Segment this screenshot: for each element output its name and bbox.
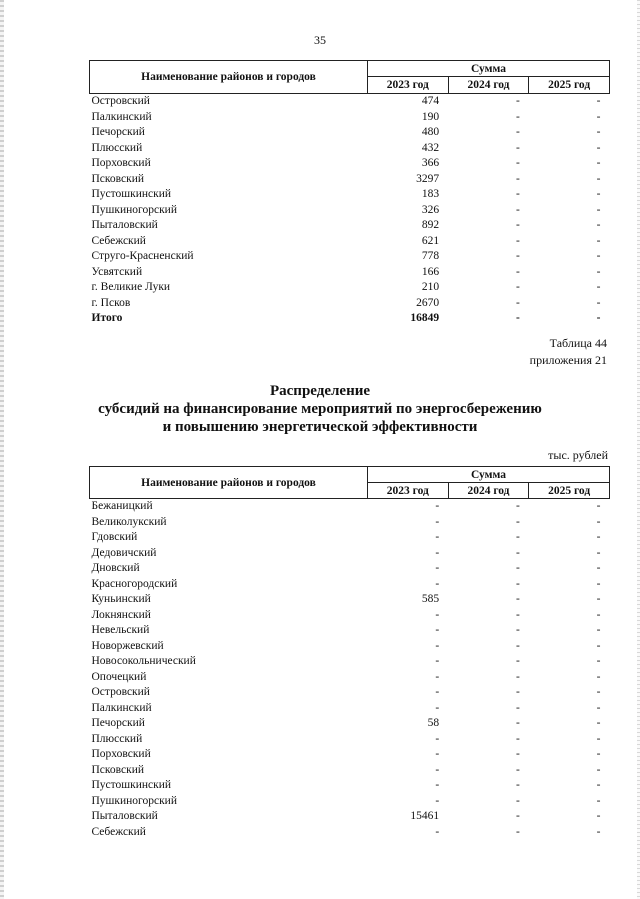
district-name: Великолукский: [91, 515, 167, 528]
value-2023: -: [435, 639, 440, 652]
value-2025: -: [596, 717, 601, 729]
value-2023: -: [435, 608, 440, 621]
table-row: [90, 685, 610, 701]
value-2025: -: [596, 219, 601, 231]
value-2023: -: [435, 763, 440, 776]
district-name: Плюсский: [91, 732, 143, 745]
total-label: Итого: [91, 312, 123, 324]
value-2023: -: [435, 732, 440, 745]
value-2025: -: [596, 686, 601, 698]
header-name-column: Наименование районов и городов: [90, 467, 368, 499]
value-2024: -: [515, 515, 520, 528]
value-2025: -: [596, 608, 601, 621]
value-2023: 474: [421, 95, 440, 107]
value-2023: -: [435, 500, 440, 512]
value-2023: 58: [427, 717, 440, 729]
value-2023: 621: [421, 234, 440, 247]
value-2025: -: [596, 763, 601, 776]
header-sum: Сумма: [368, 61, 610, 77]
value-2025: -: [596, 624, 601, 636]
budget-table-bottom: [89, 466, 610, 840]
value-2024: -: [515, 203, 520, 216]
value-2024: -: [515, 250, 520, 262]
header-year-2023: 2023 год: [368, 77, 449, 94]
value-2024: -: [515, 608, 520, 621]
table-row: [90, 187, 610, 203]
table-row: [90, 530, 610, 546]
table-row: [90, 623, 610, 639]
table-row: [90, 94, 610, 110]
value-2025: -: [596, 203, 601, 216]
header-year-2023: 2023 год: [368, 483, 449, 499]
district-name: Печорский: [91, 717, 145, 729]
value-2024: -: [515, 234, 520, 247]
value-2023: -: [435, 577, 440, 590]
value-2025: -: [596, 810, 601, 822]
district-name: Палкинский: [91, 110, 152, 123]
value-2025: -: [596, 748, 601, 760]
value-2025: -: [596, 141, 601, 154]
table-row: [90, 732, 610, 748]
value-2023: -: [435, 670, 440, 683]
district-name: Пустошкинский: [91, 188, 172, 200]
value-2025: -: [596, 779, 601, 791]
value-2025: -: [596, 500, 601, 512]
value-2024: -: [515, 763, 520, 776]
table-row: [90, 825, 610, 841]
total-row: [90, 311, 610, 327]
value-2024: -: [515, 810, 520, 822]
table-row: [90, 809, 610, 825]
value-2025: -: [596, 157, 601, 169]
table-row: [90, 515, 610, 531]
district-name: Плюсский: [91, 141, 143, 154]
district-name: Псковский: [91, 172, 145, 185]
value-2025: -: [596, 126, 601, 138]
value-2023: -: [435, 546, 440, 559]
district-name: Пушкиногорский: [91, 203, 177, 216]
value-2024: -: [515, 546, 520, 559]
table-body: [90, 499, 610, 841]
district-name: Гдовский: [91, 531, 138, 543]
table-row: [90, 203, 610, 219]
table-row: [90, 794, 610, 810]
page-number: 35: [314, 33, 326, 47]
value-2024: -: [515, 95, 520, 107]
district-name: Печорский: [91, 126, 145, 138]
district-name: Опочецкий: [91, 670, 147, 683]
value-2024: -: [515, 500, 520, 512]
section-subtitle-line2: и повышению энергетической эффективности: [162, 419, 478, 435]
value-2024: -: [515, 686, 520, 698]
value-2023: 366: [421, 157, 440, 169]
value-2024: -: [515, 577, 520, 590]
table-row: [90, 778, 610, 794]
value-2024: -: [515, 794, 520, 807]
value-2023: 15461: [410, 810, 440, 822]
value-2023: 778: [421, 250, 440, 262]
value-2024: -: [515, 717, 520, 729]
value-2023: 892: [421, 219, 440, 231]
district-name: Порховский: [91, 748, 151, 760]
appendix-label: приложения 21: [529, 353, 607, 367]
table-row: [90, 701, 610, 717]
total-value-2023: 16849: [410, 312, 440, 324]
value-2023: -: [435, 794, 440, 807]
district-name: Порховский: [91, 157, 151, 169]
table-row: [90, 639, 610, 655]
value-2025: -: [596, 639, 601, 652]
value-2025: -: [596, 515, 601, 528]
district-name: Новосокольнический: [91, 655, 196, 667]
value-2025: -: [596, 234, 601, 247]
value-2025: -: [596, 95, 601, 107]
value-2024: -: [515, 531, 520, 543]
value-2025: -: [596, 562, 601, 574]
table-row: [90, 172, 610, 188]
value-2024: -: [515, 701, 520, 714]
header-year-2024: 2024 год: [448, 77, 529, 94]
district-name: Куньинский: [91, 593, 151, 605]
table-row: [90, 110, 610, 126]
table-row: [90, 670, 610, 686]
district-name: Новоржевский: [91, 639, 164, 652]
table-row: [90, 546, 610, 562]
value-2024: -: [515, 172, 520, 185]
value-2023: -: [435, 825, 440, 838]
value-2025: -: [596, 188, 601, 200]
value-2025: -: [596, 265, 601, 278]
district-name: Островский: [91, 686, 150, 698]
value-2025: -: [596, 701, 601, 714]
value-2023: -: [435, 779, 440, 791]
value-2024: -: [515, 188, 520, 200]
value-2025: -: [596, 172, 601, 185]
value-2024: -: [515, 732, 520, 745]
budget-table-top: [89, 60, 610, 327]
table-body: [90, 94, 610, 327]
value-2024: -: [515, 141, 520, 154]
value-2024: -: [515, 825, 520, 838]
value-2025: -: [596, 825, 601, 838]
total-value-2024: -: [515, 312, 520, 324]
total-value-2025: -: [596, 312, 601, 324]
district-name: Себежский: [91, 234, 146, 247]
table-row: [90, 156, 610, 172]
value-2025: -: [596, 593, 601, 605]
table-row: [90, 561, 610, 577]
district-name: Красногородский: [91, 577, 178, 590]
district-name: Невельский: [91, 624, 150, 636]
table-row: [90, 296, 610, 312]
header-name-column: Наименование районов и городов: [90, 61, 368, 94]
table-number-label: Таблица 44: [549, 336, 607, 350]
value-2024: -: [515, 265, 520, 278]
table-row: [90, 499, 610, 515]
value-2025: -: [596, 577, 601, 590]
district-name: Бежаницкий: [91, 500, 153, 512]
table-row: [90, 265, 610, 281]
table-row: [90, 577, 610, 593]
value-2024: -: [515, 219, 520, 231]
value-2025: -: [596, 281, 601, 293]
value-2023: -: [435, 655, 440, 667]
table-row: [90, 747, 610, 763]
section-title: Распределение: [269, 383, 371, 399]
table-row: [90, 218, 610, 234]
table-row: [90, 763, 610, 779]
value-2024: -: [515, 126, 520, 138]
value-2025: -: [596, 546, 601, 559]
value-2024: -: [515, 562, 520, 574]
value-2023: 326: [421, 203, 440, 216]
district-name: Локнянский: [91, 608, 151, 621]
district-name: Островский: [91, 95, 150, 107]
value-2025: -: [596, 670, 601, 683]
table-row: [90, 125, 610, 141]
district-name: Себежский: [91, 825, 146, 838]
value-2024: -: [515, 639, 520, 652]
value-2025: -: [596, 655, 601, 667]
district-name: г. Великие Луки: [91, 281, 171, 293]
table-row: [90, 141, 610, 157]
district-name: Палкинский: [91, 701, 152, 714]
section-subtitle-line1: субсидий на финансирование мероприятий по энергосбережению: [98, 401, 542, 417]
value-2024: -: [515, 157, 520, 169]
value-2023: 480: [421, 126, 440, 138]
district-name: Пустошкинский: [91, 779, 172, 791]
value-2023: -: [435, 701, 440, 714]
district-name: Дновский: [91, 562, 140, 574]
value-2023: 190: [421, 110, 440, 123]
value-2024: -: [515, 624, 520, 636]
scan-edge-left: [0, 0, 4, 899]
district-name: Усвятский: [91, 265, 143, 278]
district-name: Струго-Красненский: [91, 250, 194, 262]
header-year-2025: 2025 год: [529, 483, 610, 499]
header-sum: Сумма: [368, 467, 610, 483]
table-row: [90, 234, 610, 250]
value-2025: -: [596, 296, 601, 309]
value-2023: 432: [421, 141, 440, 154]
value-2023: 3297: [416, 172, 440, 185]
table-row: [90, 654, 610, 670]
value-2025: -: [596, 250, 601, 262]
table-row: [90, 716, 610, 732]
table-row: [90, 249, 610, 265]
table-row: [90, 608, 610, 624]
district-name: Дедовичский: [91, 546, 157, 559]
value-2025: -: [596, 110, 601, 123]
value-2025: -: [596, 732, 601, 745]
value-2024: -: [515, 281, 520, 293]
value-2025: -: [596, 794, 601, 807]
value-2023: -: [435, 562, 440, 574]
table-row: [90, 592, 610, 608]
header-year-2024: 2024 год: [448, 483, 529, 499]
table-row: [90, 280, 610, 296]
value-2023: -: [435, 624, 440, 636]
value-2024: -: [515, 748, 520, 760]
value-2024: -: [515, 779, 520, 791]
units-label: тыс. рублей: [548, 448, 608, 462]
district-name: Пыталовский: [91, 810, 158, 822]
district-name: Псковский: [91, 763, 145, 776]
value-2023: 2670: [416, 296, 440, 309]
value-2024: -: [515, 670, 520, 683]
value-2023: 585: [421, 593, 440, 605]
value-2023: 210: [421, 281, 440, 293]
value-2024: -: [515, 593, 520, 605]
value-2023: -: [435, 686, 440, 698]
district-name: Пушкиногорский: [91, 794, 177, 807]
value-2024: -: [515, 296, 520, 309]
value-2023: 183: [421, 188, 440, 200]
value-2023: -: [435, 748, 440, 760]
value-2023: -: [435, 531, 440, 543]
district-name: г. Псков: [91, 296, 131, 309]
district-name: Пыталовский: [91, 219, 158, 231]
value-2025: -: [596, 531, 601, 543]
header-year-2025: 2025 год: [529, 77, 610, 94]
value-2023: 166: [421, 265, 440, 278]
value-2023: -: [435, 515, 440, 528]
value-2024: -: [515, 110, 520, 123]
value-2024: -: [515, 655, 520, 667]
